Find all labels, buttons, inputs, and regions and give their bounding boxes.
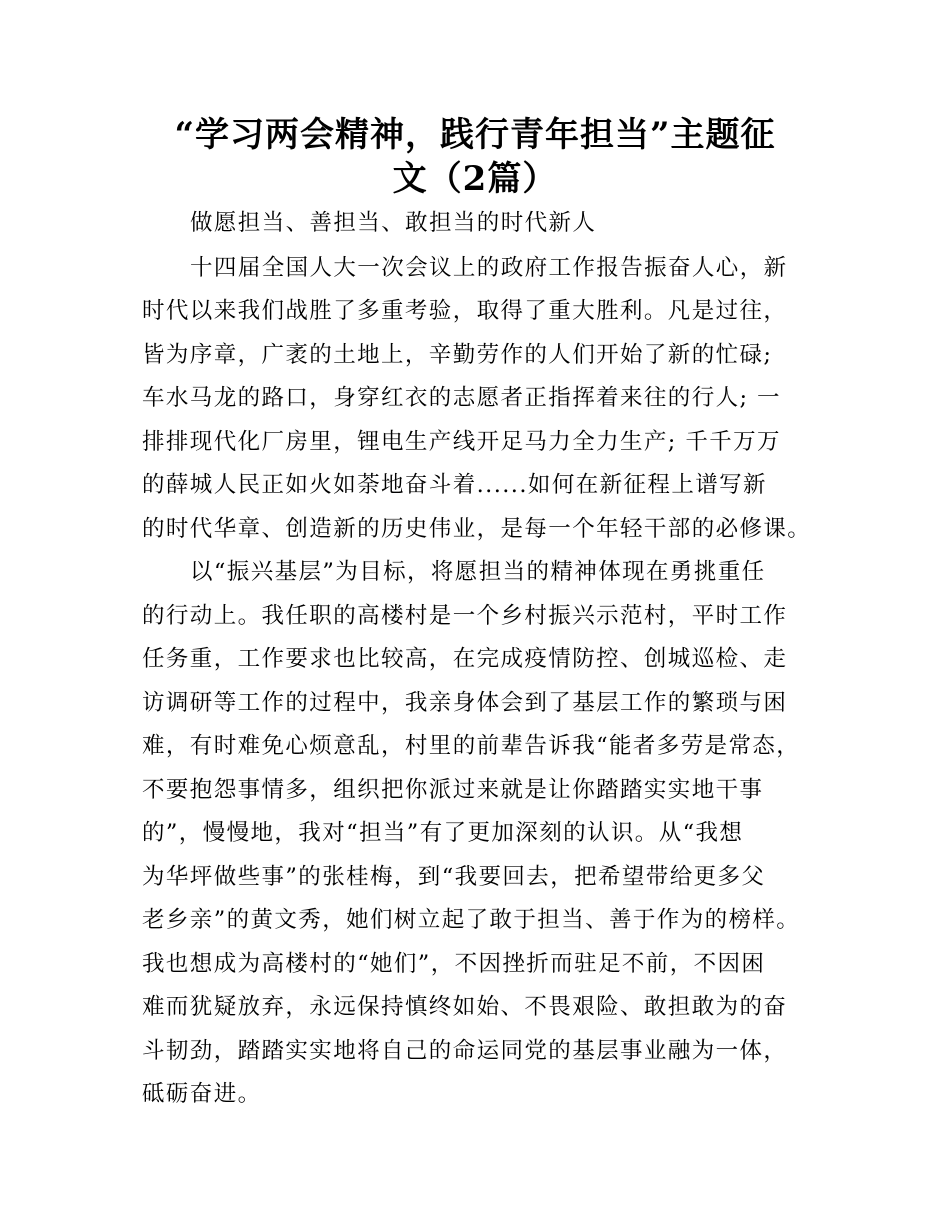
paragraph-1-line-1: 十四届全国人大一次会议上的政府工作报告振奋人心，新 xyxy=(190,255,788,281)
paragraph-2-line-7: 的”，慢慢地，我对“担当”有了更加深刻的认识。从“我想 xyxy=(142,820,744,846)
paragraph-1-line-4: 车水马龙的路口，身穿红衣的志愿者正指挥着来往的行人; 一 xyxy=(142,385,781,411)
paragraph-2-line-2: 的行动上。我任职的高楼村是一个乡村振兴示范村，平时工作 xyxy=(142,603,788,629)
paragraph-2-line-13: 砥砺奋进。 xyxy=(142,1081,262,1107)
paragraph-1-line-5: 排排现代化厂房里，锂电生产线开足马力全力生产; 千千万万 xyxy=(142,429,781,455)
paragraph-1-line-3: 皆为序章，广袤的土地上，辛勤劳作的人们开始了新的忙碌; xyxy=(142,342,773,368)
paragraph-2-line-11: 难而犹疑放弃，永远保持慎终如始、不畏艰险、敢担敢为的奋 xyxy=(142,994,788,1020)
document-title-line-2: 文（2篇） xyxy=(392,159,558,199)
paragraph-2-line-1: 以“振兴基层”为目标，将愿担当的精神体现在勇挑重任 xyxy=(190,559,766,585)
document-subtitle: 做愿担当、善担当、敢担当的时代新人 xyxy=(190,210,597,236)
document-title-line-1: “学习两会精神，践行青年担当”主题征 xyxy=(174,115,776,155)
paragraph-2-line-10: 我也想成为高楼村的“她们”，不因挫折而驻足不前，不因困 xyxy=(142,951,766,977)
paragraph-1-line-2: 时代以来我们战胜了多重考验，取得了重大胜利。凡是过往， xyxy=(142,298,788,324)
paragraph-2-line-9: 老乡亲”的黄文秀，她们树立起了敢于担当、善于作为的榜样。 xyxy=(142,907,801,933)
paragraph-2-line-8: 为华坪做些事”的张桂梅，到“我要回去，把希望带给更多父 xyxy=(142,864,766,890)
paragraph-1-line-6: 的薛城人民正如火如荼地奋斗着......如何在新征程上谱写新 xyxy=(142,472,767,498)
paragraph-2-line-12: 斗韧劲，踏踏实实地将自己的命运同党的基层事业融为一体， xyxy=(142,1038,788,1064)
paragraph-2-line-6: 不要抱怨事情多，组织把你派过来就是让你踏踏实实地干事 xyxy=(142,777,764,803)
paragraph-1-line-7: 的时代华章、创造新的历史伟业，是每一个年轻干部的必修课。 xyxy=(142,516,812,542)
paragraph-2-line-5: 难，有时难免心烦意乱，村里的前辈告诉我“能者多劳是常态， xyxy=(142,733,801,759)
paragraph-2-line-4: 访调研等工作的过程中，我亲身体会到了基层工作的繁琐与困 xyxy=(142,690,788,716)
paragraph-2-line-3: 任务重，工作要求也比较高，在完成疫情防控、创城巡检、走 xyxy=(142,646,788,672)
